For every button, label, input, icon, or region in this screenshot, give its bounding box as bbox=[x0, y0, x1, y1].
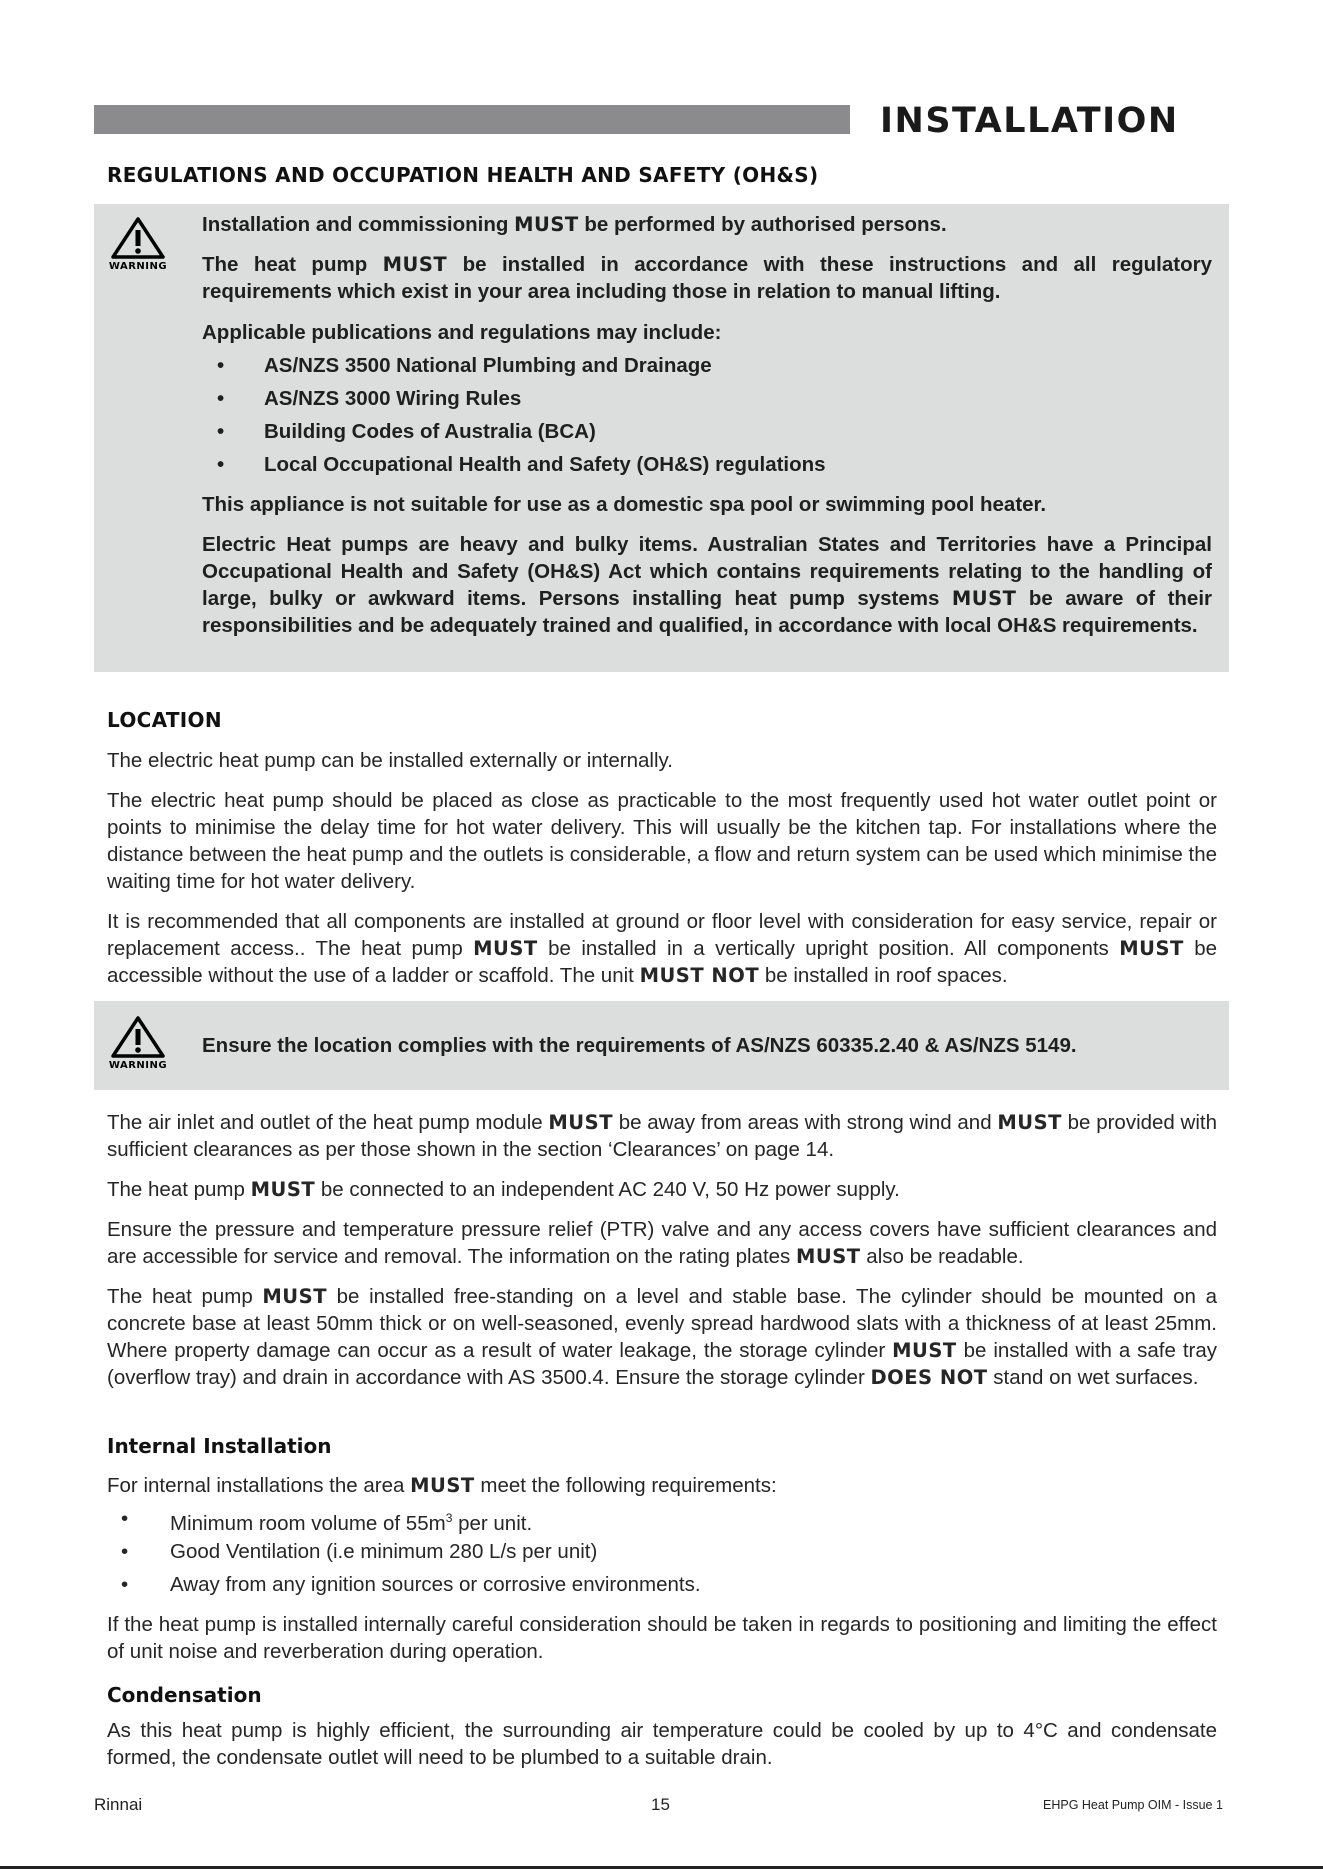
location-warning-box bbox=[94, 1001, 1229, 1090]
condensation-heading: Condensation bbox=[107, 1683, 262, 1707]
location-p6: Ensure the pressure and temperature pressure relief (PTR) valve and any access covers have sufficient clearances and are accessible for service and removal. The information on the rating plates MUST also be readable. bbox=[107, 1218, 1217, 1268]
bullet-icon: • bbox=[217, 453, 225, 476]
warning-label: WARNING bbox=[108, 1060, 168, 1071]
warning-icon bbox=[108, 1015, 168, 1071]
regulations-p4: This appliance is not suitable for use as a domestic spa pool or swimming pool heater. bbox=[202, 493, 1047, 516]
location-p4: The air inlet and outlet of the heat pump module MUST be away from areas with strong wind and MUST be provided with sufficient clearances as per those shown in the section ‘Clearances’ on page 14. bbox=[107, 1111, 1218, 1161]
page: INSTALLATION REGULATIONS AND OCCUPATION HEALTH AND SAFETY (OH&S) WARNING Installation and commissioning MUST be performed by authorised persons. The heat pump MUST be installed in accordance with these instructions and all regulatory requirements which exist in your area including those in relation to manual lifting. Applicable publications and regulations may include: • AS/NZS 3500 National Plumbing and Drainage • AS/NZS 3000 Wiring Rules • Building Codes of Australia (BCA) • Local Occupational Health and Safety (OH&S) regulations This appliance is not suitable for use as a domestic spa pool or swimming pool heater. Electric Heat pumps are heavy and bulky items. Australian States and Territories have a Principal Occupational Health and Safety (OH&S) Act which contains requirements relating to the handling of large, bulky or awkward items. Persons installing heat pump systems MUST be aware of their responsibilities and be adequately trained and qualified, in accordance with local OH&S requirements. LOCATION The electric heat pump can be installed externally or internally. The electric heat pump should be placed as close as practicable to the most frequently used hot water outlet point or points to minimise the delay time for hot water delivery. This will usually be the kitchen tap. For installations where the distance between the heat pump and the outlets is considerable, a flow and return system can be used which minimise the waiting time for hot water delivery. It is recommended that all components are installed at ground or floor level with consideration for easy service, repair or replacement access.. The heat pump MUST be installed in a vertically upright position. All components MUST be accessible without the use of a ladder or scaffold. The unit MUST NOT be installed in roof spaces. WARNING Ensure the location complies with the requirements of AS/NZS 60335.2.40 & AS/NZS 5149. The air inlet and outlet of the heat pump module MUST be away from areas with strong wind and MUST be provided with sufficient clearances as per those shown in the section ‘Clearances’ on page 14. The heat pump MUST be connected to an independent AC 240 V, 50 Hz power supply. Ensure the pressure and temperature pressure relief (PTR) valve and any access covers have sufficient clearances and are accessible for service and removal. The information on the rating plates MUST also be readable. The heat pump MUST be installed free-standing on a level and stable base. The cylinder should be mounted on a concrete base at least 50mm thick or on well-seasoned, evenly spread hardwood slats with a thickness of at least 25mm. Where property damage can occur as a result of water leakage, the storage cylinder MUST be installed with a safe tray (overflow tray) and drain in accordance with AS 3500.4. Ensure the storage cylinder DOES NOT stand on wet surfaces. Internal Installation For internal installations the area MUST meet the following requirements: • Minimum room volume of $55m^3$ per unit. • Good Ventilation (i.e minimum 280 L/s per unit) • Away from any ignition sources or corrosive environments. If the heat pump is installed internally careful consideration should be taken in regards to positioning and limiting the effect of unit noise and reverberation during operation. Condensation As this heat pump is highly efficient, the surrounding air temperature could be cooled by up to 4°C and condensate formed, the condensate outlet will need to be plumbed to a suitable drain. Rinnai 15 EHPG Heat Pump OIM - Issue 1 bbox=[0, 0, 1323, 1870]
header-bar bbox=[94, 105, 850, 134]
bullet-icon: • bbox=[121, 1540, 129, 1563]
regulations-p3: Applicable publications and regulations may include: bbox=[202, 321, 722, 344]
bullet-icon: • bbox=[217, 354, 225, 377]
bullet-icon: • bbox=[121, 1507, 129, 1530]
location-p1: The electric heat pump can be installed externally or internally. bbox=[107, 749, 673, 772]
location-p7: The heat pump MUST be installed free-standing on a level and stable base. The cylinder should be mounted on a concrete base at least 50mm thick or on well-seasoned, evenly spread hardwood slats with a thickness of at least 25mm. Where property damage can occur as a result of water leakage, the storage cylinder MUST be installed with a safe tray (overflow tray) and drain in accordance with AS 3500.4. Ensure the storage cylinder DOES NOT stand on wet surfaces. bbox=[107, 1285, 1217, 1389]
bullet-icon: • bbox=[121, 1573, 129, 1596]
internal-p1: For internal installations the area MUST meet the following requirements: bbox=[107, 1474, 777, 1497]
regulations-p5: Electric Heat pumps are heavy and bulky items. Australian States and Territories have a Principal Occupational Health and Safety (OH&S) Act which contains requirements relating to the handling of large, bulky or awkward items. Persons installing heat pump systems MUST be aware of their responsibilities and be adequately trained and qualified, in accordance with local OH&S requirements. bbox=[202, 533, 1212, 637]
condensation-p1: As this heat pump is highly efficient, the surrounding air temperature could be cooled by up to 4°C and condensate formed, the condensate outlet will need to be plumbed to a suitable drain. bbox=[107, 1719, 1217, 1769]
location-p3: It is recommended that all components are installed at ground or floor level with consideration for easy service, repair or replacement access.. The heat pump MUST be installed in a vertically upright position. All components MUST be accessible without the use of a ladder or scaffold. The unit MUST NOT be installed in roof spaces. bbox=[107, 910, 1217, 987]
internal-p2: If the heat pump is installed internally careful consideration should be taken in regards to positioning and limiting the effect of unit noise and reverberation during operation. bbox=[107, 1613, 1217, 1663]
page-header bbox=[94, 98, 1244, 144]
internal-installation-heading: Internal Installation bbox=[107, 1434, 332, 1458]
page-title: INSTALLATION bbox=[880, 101, 1179, 141]
footer-doc-id: EHPG Heat Pump OIM - Issue 1 bbox=[1043, 1798, 1223, 1812]
bullet-icon: • bbox=[217, 387, 225, 410]
footer-page-number: 15 bbox=[651, 1795, 670, 1814]
bullet-icon: • bbox=[217, 420, 225, 443]
location-heading: LOCATION bbox=[107, 708, 222, 732]
location-p2: The electric heat pump should be placed as close as practicable to the most frequently used hot water outlet point or points to minimise the delay time for hot water delivery. This will usually be the kitchen tap. For installations where the distance between the heat pump and the outlets is considerable, a flow and return system can be used which minimise the waiting time for hot water delivery. bbox=[107, 789, 1217, 893]
regulations-warning-box: WARNING Installation and commissioning MUST be performed by authorised persons. The heat pump MUST be installed in accordance with these instructions and all regulatory requirements which exist in your area including those in relation to manual lifting. Applicable publications and regulations may include: • AS/NZS 3500 National Plumbing and Drainage • AS/NZS 3000 Wiring Rules • Building Codes of Australia (BCA) • Local Occupational Health and Safety (OH&S) regulations This appliance is not suitable for use as a domestic spa pool or swimming pool heater. Electric Heat pumps are heavy and bulky items. Australian States and Territories have a Principal Occupational Health and Safety (OH&S) Act which contains requirements relating to the handling of large, bulky or awkward items. Persons installing heat pump systems MUST be aware of their responsibilities and be adequately trained and qualified, in accordance with local OH&S requirements. bbox=[94, 204, 1229, 672]
location-warning-text: Ensure the location complies with the requirements of AS/NZS 60335.2.40 & AS/NZS 5149. bbox=[202, 1034, 1077, 1057]
footer-brand: Rinnai bbox=[94, 1795, 143, 1814]
regulations-p1: Installation and commissioning MUST be performed by authorised persons. bbox=[202, 213, 947, 236]
bottom-rule bbox=[0, 1866, 1323, 1869]
warning-icon bbox=[108, 216, 168, 272]
warning-label: WARNING bbox=[108, 261, 168, 272]
location-p5: The heat pump MUST be connected to an independent AC 240 V, 50 Hz power supply. bbox=[107, 1178, 900, 1201]
regulations-p2: The heat pump MUST be installed in accordance with these instructions and all regulatory requirements which exist in your area including those in relation to manual lifting. bbox=[202, 253, 1212, 303]
regulations-heading: REGULATIONS AND OCCUPATION HEALTH AND SAFETY (OH&S) bbox=[107, 163, 819, 187]
